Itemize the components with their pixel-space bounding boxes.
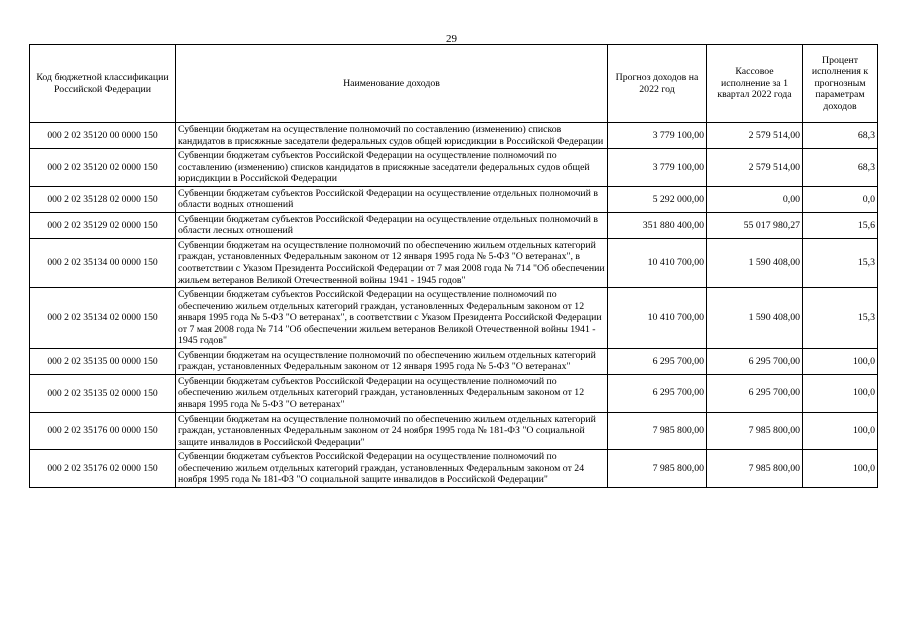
row-percent: 100,0 — [803, 450, 878, 488]
row-percent: 100,0 — [803, 374, 878, 412]
table-row — [30, 149, 878, 187]
row-cash: 0,00 — [707, 186, 803, 212]
header-name: Наименование доходов — [176, 45, 608, 123]
row-forecast: 6 295 700,00 — [608, 348, 707, 374]
row-percent: 15,3 — [803, 288, 878, 349]
row-forecast: 7 985 800,00 — [608, 450, 707, 488]
table-row — [30, 212, 878, 238]
row-cash: 6 295 700,00 — [707, 348, 803, 374]
row-name: Субвенции бюджетам субъектов Российской Федерации на осуществление полномочий по обеспечению жильем отдельных категорий граждан, установленных Федеральным законом от 12 января 1995 года № 5-ФЗ "О ветеранах", в соответствии с Указом Президента Российской Федерации от 7 мая 2008 года № 714 "Об обеспечении жильем ветеранов Великой Отечественной войны 1941 - 1945 годов" — [176, 288, 608, 349]
row-percent: 68,3 — [803, 123, 878, 149]
row-code: 000 2 02 35120 00 0000 150 — [30, 123, 176, 149]
revenue-table — [29, 44, 878, 488]
row-cash: 2 579 514,00 — [707, 149, 803, 187]
table-row — [30, 238, 878, 287]
row-forecast: 5 292 000,00 — [608, 186, 707, 212]
row-code: 000 2 02 35134 02 0000 150 — [30, 288, 176, 349]
row-percent: 100,0 — [803, 412, 878, 450]
table-row — [30, 288, 878, 349]
row-code: 000 2 02 35176 02 0000 150 — [30, 450, 176, 488]
table-body — [30, 123, 878, 488]
table-row — [30, 412, 878, 450]
row-name: Субвенции бюджетам субъектов Российской Федерации на осуществление полномочий по обеспечению жильем отдельных категорий граждан, установленных Федеральным законом от 12 января 1995 года № 5-ФЗ "О ветеранах" — [176, 374, 608, 412]
row-forecast: 3 779 100,00 — [608, 123, 707, 149]
row-name: Субвенции бюджетам субъектов Российской Федерации на осуществление полномочий по обеспечению жильем отдельных категорий граждан, установленных Федеральным законом от 24 ноября 1995 года № 181-ФЗ "О социальной защите инвалидов в Российской Федерации" — [176, 450, 608, 488]
row-forecast: 3 779 100,00 — [608, 149, 707, 187]
row-code: 000 2 02 35129 02 0000 150 — [30, 212, 176, 238]
row-percent: 0,0 — [803, 186, 878, 212]
header-cash: Кассовое исполнение за 1 квартал 2022 года — [707, 45, 803, 123]
table-header — [30, 45, 878, 123]
row-forecast: 7 985 800,00 — [608, 412, 707, 450]
table-row — [30, 186, 878, 212]
row-cash: 55 017 980,27 — [707, 212, 803, 238]
header-row — [30, 45, 878, 123]
row-code: 000 2 02 35135 02 0000 150 — [30, 374, 176, 412]
row-cash: 2 579 514,00 — [707, 123, 803, 149]
row-cash: 6 295 700,00 — [707, 374, 803, 412]
row-code: 000 2 02 35134 00 0000 150 — [30, 238, 176, 287]
row-code: 000 2 02 35135 00 0000 150 — [30, 348, 176, 374]
page-number: 29 — [446, 33, 457, 45]
row-name: Субвенции бюджетам на осуществление полномочий по обеспечению жильем отдельных категорий граждан, установленных Федеральным законом от 12 января 1995 года № 5-ФЗ "О ветеранах" — [176, 348, 608, 374]
row-code: 000 2 02 35176 00 0000 150 — [30, 412, 176, 450]
table-row — [30, 450, 878, 488]
row-cash: 1 590 408,00 — [707, 238, 803, 287]
row-name: Субвенции бюджетам субъектов Российской Федерации на осуществление полномочий по составлению (изменению) списков кандидатов в присяжные заседатели федеральных судов общей юрисдикции в Российской Федерации — [176, 149, 608, 187]
row-cash: 7 985 800,00 — [707, 450, 803, 488]
header-code: Код бюджетной классификации Российской Федерации — [30, 45, 176, 123]
table-row — [30, 374, 878, 412]
header-percent: Процент исполнения к прогнозным параметрам доходов — [803, 45, 878, 123]
table-row — [30, 348, 878, 374]
row-name: Субвенции бюджетам на осуществление полномочий по составлению (изменению) списков кандидатов в присяжные заседатели федеральных судов общей юрисдикции в Российской Федерации — [176, 123, 608, 149]
row-name: Субвенции бюджетам субъектов Российской Федерации на осуществление отдельных полномочий в области лесных отношений — [176, 212, 608, 238]
row-percent: 100,0 — [803, 348, 878, 374]
row-forecast: 6 295 700,00 — [608, 374, 707, 412]
row-name: Субвенции бюджетам субъектов Российской Федерации на осуществление отдельных полномочий в области водных отношений — [176, 186, 608, 212]
row-forecast: 351 880 400,00 — [608, 212, 707, 238]
row-code: 000 2 02 35128 02 0000 150 — [30, 186, 176, 212]
row-name: Субвенции бюджетам на осуществление полномочий по обеспечению жильем отдельных категорий граждан, установленных Федеральным законом от 24 ноября 1995 года № 181-ФЗ "О социальной защите инвалидов в Российской Федерации" — [176, 412, 608, 450]
table-row — [30, 123, 878, 149]
row-cash: 1 590 408,00 — [707, 288, 803, 349]
row-percent: 15,3 — [803, 238, 878, 287]
row-percent: 68,3 — [803, 149, 878, 187]
row-forecast: 10 410 700,00 — [608, 238, 707, 287]
row-forecast: 10 410 700,00 — [608, 288, 707, 349]
row-code: 000 2 02 35120 02 0000 150 — [30, 149, 176, 187]
row-name: Субвенции бюджетам на осуществление полномочий по обеспечению жильем отдельных категорий граждан, установленных Федеральным законом от 12 января 1995 года № 5-ФЗ "О ветеранах", в соответствии с Указом Президента Российской Федерации от 7 мая 2008 года № 714 "Об обеспечении жильем ветеранов Великой Отечественной войны 1941 - 1945 годов" — [176, 238, 608, 287]
header-forecast: Прогноз доходов на 2022 год — [608, 45, 707, 123]
row-cash: 7 985 800,00 — [707, 412, 803, 450]
row-percent: 15,6 — [803, 212, 878, 238]
